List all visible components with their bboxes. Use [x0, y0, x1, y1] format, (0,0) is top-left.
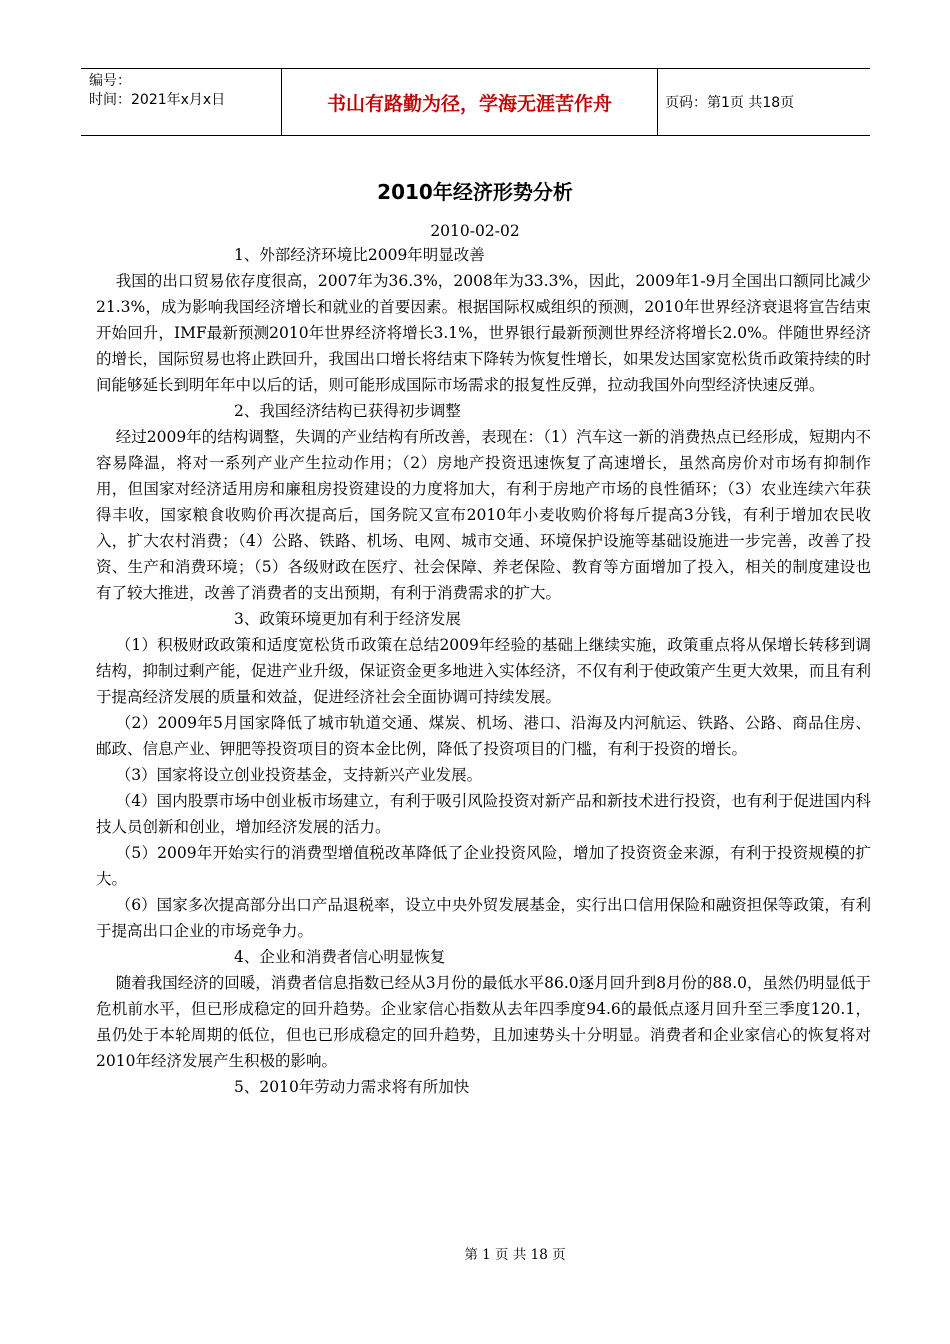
section-heading: 4、企业和消费者信心明显恢复: [234, 948, 446, 966]
body-paragraph: （4）国内股票市场中创业板市场建立，有利于吸引风险投资对新产品和新技术进行投资，也有利于促进国内科技人员创新和创业，增加经济发展的活力。: [96, 792, 871, 836]
body-paragraph: 经过2009年的结构调整，失调的产业结构有所改善，表现在：（1）汽车这一新的消费热点已经形成，短期内不容易降温，将对一系列产业产生拉动作用；（2）房地产投资迅速恢复了高速增长，虽然高房价对市场有抑制作用，但国家对经济适用房和廉租房投资建设的力度将加大，有利于房地产市场的良性循环；（3）农业连续六年获得丰收，国家粮食收购价再次提高后，国务院又宣布2010年小麦收购价将每斤提高3分钱，有利于增加农民收入，扩大农村消费；（4）公路、铁路、机场、电网、城市交通、环境保护设施等基础设施进一步完善，改善了投资、生产和消费环境；（5）各级财政在医疗、社会保障、养老保险、教育等方面增加了投入，相关的制度建设也有了较大推进，改善了消费者的支出预期，有利于消费需求的扩大。: [96, 428, 871, 602]
number-label: 编号：: [89, 73, 131, 89]
body-paragraph: （5）2009年开始实行的消费型增值税改革降低了企业投资风险，增加了投资资金来源，有利于投资规模的扩大。: [96, 844, 871, 888]
document-date: 2010-02-02: [430, 222, 520, 240]
section-heading: 3、政策环境更加有利于经济发展: [234, 610, 461, 628]
document-title: 2010年经济形势分析: [377, 180, 573, 204]
body-paragraph: 随着我国经济的回暖，消费者信息指数已经从3月份的最低水平86.0逐月回升到8月份的88.0，虽然仍明显低于危机前水平，但已形成稳定的回升趋势。企业家信心指数从去年四季度94.6的最低点逐月回升至三季度120.1，虽仍处于本轮周期的低位，但也已形成稳定的回升趋势，且加速势头十分明显。消费者和企业家信心的恢复将对2010年经济发展产生积极的影响。: [96, 974, 871, 1070]
section-heading: 1、外部经济环境比2009年明显改善: [234, 246, 485, 264]
time-label: 时间：2021年x月x日: [89, 92, 226, 108]
header-meta: [81, 69, 282, 135]
body-paragraph: （3）国家将设立创业投资基金，支持新兴产业发展。: [115, 766, 483, 784]
section-heading: 5、2010年劳动力需求将有所加快: [234, 1078, 470, 1096]
body-paragraph: （6）国家多次提高部分出口产品退税率，设立中央外贸发展基金，实行出口信用保险和融资担保等政策，有利于提高出口企业的市场竞争力。: [96, 896, 871, 940]
body-paragraph: （2）2009年5月国家降低了城市轨道交通、煤炭、机场、港口、沿海及内河航运、铁路、公路、商品住房、邮政、信息产业、钾肥等投资项目的资本金比例，降低了投资项目的门槛，有利于投资的增长。: [96, 714, 871, 758]
header-page-label: 页码：第1页 共18页: [665, 95, 795, 111]
header-motto: 书山有路勤为径，学海无涯苦作舟: [282, 69, 658, 135]
body-paragraph: （1）积极财政政策和适度宽松货币政策在总结2009年经验的基础上继续实施，政策重点将从保增长转移到调结构，抑制过剩产能，促进产业升级，保证资金更多地进入实体经济，不仅有利于使政策产生更大效果，而且有利于提高经济发展的质量和效益，促进经济社会全面协调可持续发展。: [96, 636, 872, 706]
body-paragraph: 我国的出口贸易依存度很高，2007年为36.3%，2008年为33.3%，因此，2009年1-9月全国出口额同比减少21.3%，成为影响我国经济增长和就业的首要因素。根据国际权威组织的预测，2010年世界经济衰退将宣告结束开始回升，IMF最新预测2010年世界经济将增长3.1%，世界银行最新预测世界经济将增长2.0%。伴随世界经济的增长，国际贸易也将止跌回升，我国出口增长将结束下降转为恢复性增长，如果发达国家宽松货币政策持续的时间能够延长到明年年中以后的话，则可能形成国际市场需求的报复性反弹，拉动我国外向型经济快速反弹。: [96, 272, 872, 394]
document-body: [96, 242, 871, 1100]
page-footer: 第 1 页 共 18 页: [464, 1247, 566, 1263]
section-heading: 2、我国经济结构已获得初步调整: [234, 402, 461, 420]
page-header: [81, 68, 870, 136]
